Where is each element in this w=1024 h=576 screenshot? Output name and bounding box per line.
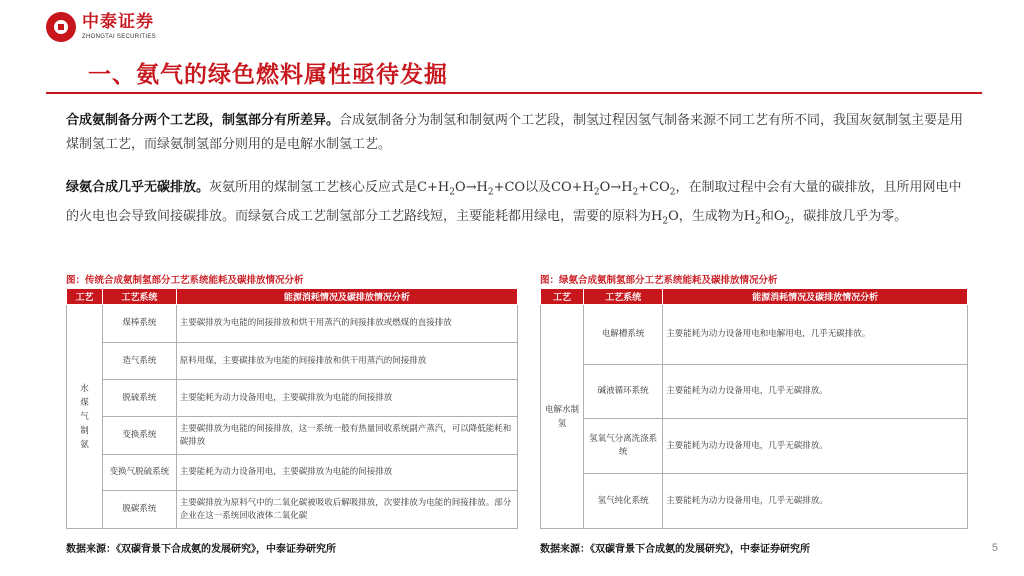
table-row — [67, 380, 518, 417]
analysis-cell: 主要能耗为动力设备用电，主要碳排放为电能的间接排放 — [176, 380, 517, 417]
right-table-source: 数据来源：《双碳背景下合成氨的发展研究》，中泰证券研究所 — [540, 544, 810, 555]
table-row — [67, 305, 518, 343]
left-table-header — [67, 289, 518, 305]
paragraph-1-text: 合成氨制备分为制氢和制氨两个工艺段，制氢过程因氢气制备来源不同工艺有所不同，我国灰氨制氢主要是用煤制氢工艺，而绿氨制氢部分则用的是电解水制氢工艺。 — [66, 113, 964, 152]
system-cell: 氢氧气分离洗涤系统 — [584, 419, 663, 474]
paragraph-2 — [66, 176, 966, 233]
system-cell: 脱碳系统 — [102, 491, 176, 529]
table-row — [541, 365, 968, 419]
analysis-cell: 主要能耗为动力设备用电，几乎无碳排放。 — [663, 419, 968, 474]
process-label: 电解水制氢 — [544, 404, 579, 429]
table-row — [67, 455, 518, 491]
p2-seg: O→H — [599, 180, 633, 195]
p2-seg: ，碳排放几乎为零。 — [790, 208, 908, 224]
system-cell: 造气系统 — [102, 343, 176, 380]
p2-seg: +CO — [638, 180, 670, 195]
p2-sub: 2 — [449, 187, 455, 198]
analysis-cell: 主要碳排放为电能的间接排放，这一系统一般有热量回收系统副产蒸汽，可以降低能耗和碳排放 — [176, 417, 517, 455]
left-table-caption: 图：传统合成氨制氢部分工艺系统能耗及碳排放情况分析 — [66, 275, 304, 286]
left-table-source: 数据来源：《双碳背景下合成氨的发展研究》，中泰证券研究所 — [66, 544, 336, 555]
header-cell: 工艺 — [67, 289, 103, 305]
logo-mark-icon — [46, 12, 76, 42]
p2-seg: ，在制取过程中会有大量的碳排放，且所用网电中的火电也会导致间接碳排放。而绿氨合成工艺制氢部分工艺路线短，主要能耗都用绿电，需要的原料为H — [66, 180, 962, 224]
paragraph-1-lead: 合成氨制备分两个工艺段，制氢部分有所差异。 — [66, 113, 340, 128]
p2-sub: 2 — [784, 216, 791, 227]
page-number: 5 — [991, 542, 998, 554]
p2-seg: +CO以及CO+H — [493, 180, 594, 195]
header-cell: 能源消耗情况及碳排放情况分析 — [663, 289, 968, 305]
analysis-cell: 主要碳排放为原料气中的二氧化碳被吸收后解吸排放，次要排放为电能的间接排放。部分企业在这一系统回收液体二氧化碳 — [176, 491, 517, 529]
analysis-cell: 主要能耗为动力设备用电，主要碳排放为电能的间接排放 — [176, 455, 517, 491]
system-cell: 碱液循环系统 — [584, 365, 663, 419]
header-cell: 工艺系统 — [102, 289, 176, 305]
analysis-cell: 主要碳排放为电能的间接排放和烘干用蒸汽的间接排放或燃煤的直接排放 — [176, 305, 517, 343]
process-cell — [541, 305, 584, 529]
header-cell: 工艺 — [541, 289, 584, 305]
table-row — [541, 474, 968, 529]
header-cell: 工艺系统 — [584, 289, 663, 305]
table-row — [67, 417, 518, 455]
analysis-cell: 主要能耗为动力设备用电，几乎无碳排放。 — [663, 474, 968, 529]
right-table — [540, 288, 968, 529]
p2-sub: 2 — [487, 187, 494, 198]
paragraph-1 — [66, 109, 966, 157]
analysis-cell: 原料用煤，主要碳排放为电能的间接排放和供干用蒸汽的间接排放 — [176, 343, 517, 380]
p2-seg: 和O — [760, 208, 785, 224]
logo-cn: 中泰证券 — [82, 12, 154, 32]
system-cell: 煤棒系统 — [102, 305, 176, 343]
logo-en: ZHONGTAI SECURITIES — [82, 34, 156, 40]
analysis-cell: 主要能耗为动力设备用电，几乎无碳排放。 — [663, 365, 968, 419]
p2-seg: O→H — [454, 180, 488, 195]
p2-sub: 2 — [669, 187, 676, 198]
p2-seg: O，生成物为H — [668, 208, 756, 224]
title-divider — [46, 92, 982, 94]
p2-sub: 2 — [662, 216, 669, 227]
table-row — [67, 343, 518, 380]
table-row — [67, 491, 518, 529]
system-cell: 脱硫系统 — [102, 380, 176, 417]
process-label: 水煤气制氨 — [80, 383, 89, 450]
slide-title: 一、氨气的绿色燃料属性亟待发掘 — [88, 61, 448, 88]
left-table — [66, 288, 518, 529]
header-cell: 能源消耗情况及碳排放情况分析 — [176, 289, 517, 305]
system-cell: 变换气脱硫系统 — [102, 455, 176, 491]
p2-sub: 2 — [632, 187, 639, 198]
table-row — [541, 419, 968, 474]
company-logo — [46, 12, 156, 42]
process-cell — [67, 305, 103, 529]
paragraph-2-lead: 绿氨合成几乎无碳排放。 — [66, 180, 210, 195]
right-table-header — [541, 289, 968, 305]
analysis-cell: 主要能耗为动力设备用电和电解用电，几乎无碳排放。 — [663, 305, 968, 365]
logo-text — [82, 14, 156, 40]
system-cell: 氢气纯化系统 — [584, 474, 663, 529]
p2-sub: 2 — [593, 187, 600, 198]
right-table-caption: 图：绿氨合成氨制氢部分工艺系统能耗及碳排放情况分析 — [540, 275, 778, 286]
p2-seg: 灰氨所用的煤制氢工艺核心反应式是C+H — [209, 180, 450, 195]
table-row — [541, 305, 968, 365]
system-cell: 变换系统 — [102, 417, 176, 455]
p2-sub: 2 — [755, 216, 761, 227]
system-cell: 电解槽系统 — [584, 305, 663, 365]
